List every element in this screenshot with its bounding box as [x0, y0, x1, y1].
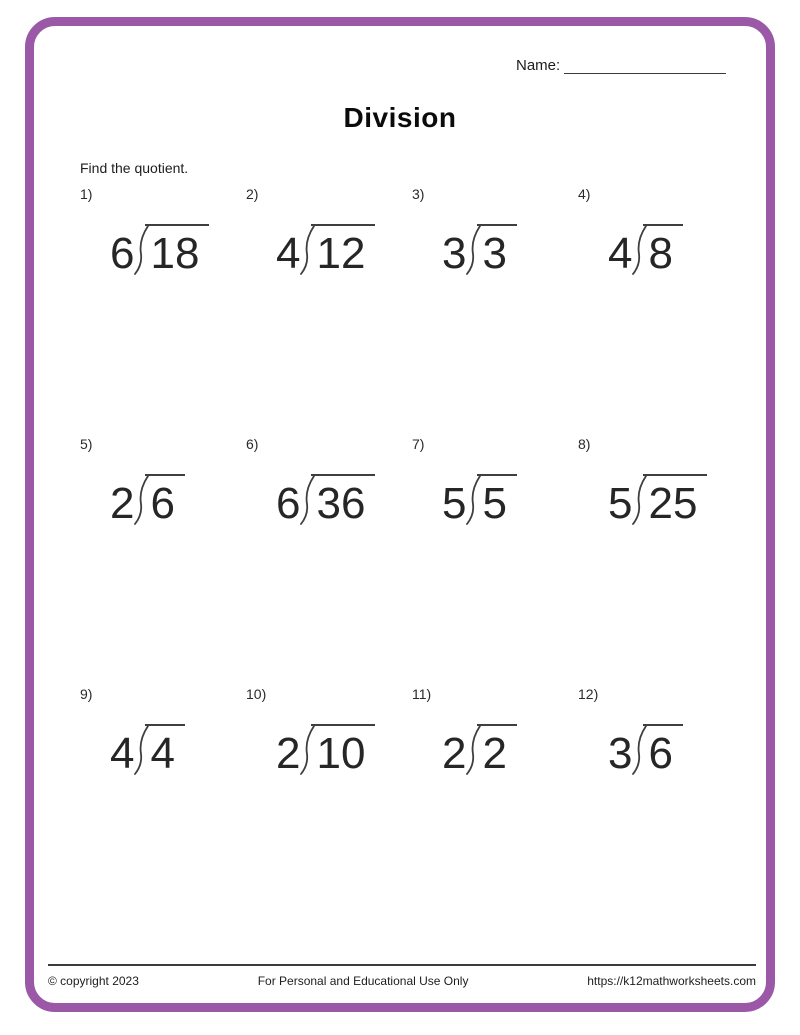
divisor: 4 — [276, 229, 301, 278]
problem-number: 4) — [578, 186, 591, 202]
dividend: 2 — [477, 724, 516, 776]
dividend: 10 — [311, 724, 375, 776]
problem-number: 3) — [412, 186, 425, 202]
problem-10 — [246, 686, 412, 936]
name-label: Name: — [516, 57, 561, 74]
dividend: 3 — [477, 224, 516, 276]
problem-1 — [80, 186, 246, 436]
divisor: 5 — [608, 479, 633, 528]
division-expression — [110, 724, 185, 776]
name-field — [516, 56, 726, 74]
problem-2 — [246, 186, 412, 436]
divisor: 2 — [276, 729, 301, 778]
problem-5 — [80, 436, 246, 686]
problem-6 — [246, 436, 412, 686]
dividend: 18 — [145, 224, 209, 276]
problem-4 — [578, 186, 744, 436]
division-expression — [276, 224, 375, 276]
problem-number: 1) — [80, 186, 93, 202]
name-blank-line — [564, 56, 726, 74]
division-expression — [110, 474, 185, 526]
problem-number: 12) — [578, 686, 599, 702]
divisor: 6 — [110, 229, 135, 278]
problem-11 — [412, 686, 578, 936]
dividend: 8 — [643, 224, 682, 276]
divisor: 4 — [110, 729, 135, 778]
problem-12 — [578, 686, 744, 936]
problem-number: 5) — [80, 436, 93, 452]
problem-number: 8) — [578, 436, 591, 452]
divisor: 3 — [608, 729, 633, 778]
dividend: 6 — [643, 724, 682, 776]
instruction-text: Find the quotient. — [80, 160, 189, 176]
problem-number: 7) — [412, 436, 425, 452]
dividend: 5 — [477, 474, 516, 526]
division-expression — [608, 474, 707, 526]
division-expression — [442, 724, 517, 776]
dividend: 36 — [311, 474, 375, 526]
dividend: 6 — [145, 474, 184, 526]
division-expression — [608, 724, 683, 776]
division-expression — [442, 474, 517, 526]
problem-number: 9) — [80, 686, 93, 702]
division-expression — [276, 474, 375, 526]
dividend: 25 — [643, 474, 707, 526]
footer-copyright: © copyright 2023 — [48, 974, 139, 988]
division-expression — [608, 224, 683, 276]
divisor: 3 — [442, 229, 467, 278]
problem-number: 6) — [246, 436, 259, 452]
footer-divider — [48, 964, 756, 966]
problem-number: 2) — [246, 186, 259, 202]
divisor: 2 — [110, 479, 135, 528]
problem-8 — [578, 436, 744, 686]
footer-usage-text: For Personal and Educational Use Only — [257, 974, 469, 988]
divisor: 6 — [276, 479, 301, 528]
division-expression — [276, 724, 375, 776]
problem-9 — [80, 686, 246, 936]
divisor: 2 — [442, 729, 467, 778]
divisor: 4 — [608, 229, 633, 278]
division-expression — [110, 224, 209, 276]
footer-url: https://k12mathworksheets.com — [587, 974, 756, 988]
problems-grid — [80, 186, 744, 936]
page-title: Division — [343, 102, 457, 133]
problem-number: 10) — [246, 686, 267, 702]
footer — [48, 974, 756, 988]
dividend: 12 — [311, 224, 375, 276]
division-expression — [442, 224, 517, 276]
problem-number: 11) — [412, 686, 432, 702]
problem-7 — [412, 436, 578, 686]
problem-3 — [412, 186, 578, 436]
divisor: 5 — [442, 479, 467, 528]
dividend: 4 — [145, 724, 184, 776]
